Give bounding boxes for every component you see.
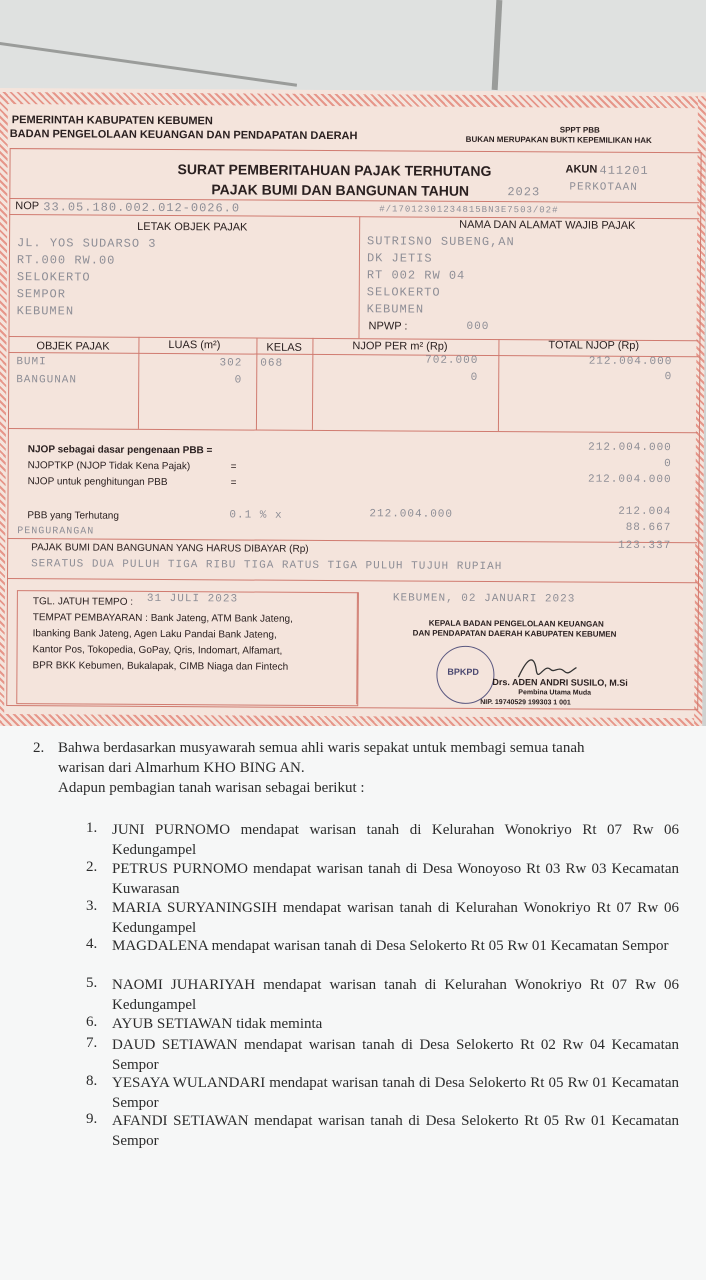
heir-item: DAUD SETIAWAN mendapat warisan tanah di Desa Selokerto Rt 02 Rw 04 Kecamatan Sempor [112, 1037, 679, 1073]
col-header-total: TOTAL NJOP (Rp) [548, 339, 640, 352]
paragraph-line-1: Bahwa berdasarkan musyawarah semua ahli waris sepakat untuk membagi semua tanah [58, 740, 585, 756]
object-line-1: JL. YOS SUDARSO 3 [17, 236, 157, 251]
pengurangan-value: 88.667 [625, 521, 672, 535]
gov-header-line1: PEMERINTAH KABUPATEN KEBUMEN [11, 114, 213, 128]
harus-dibayar-label: PAJAK BUMI DAN BANGUNAN YANG HARUS DIBAYAR (Rp) [31, 542, 309, 555]
taxpayer-heading: NAMA DAN ALAMAT WAJIB PAJAK [459, 218, 636, 232]
tile-seam [492, 0, 503, 90]
category: PERKOTAAN [569, 181, 638, 194]
row-bumi-njop: 702.000 [425, 354, 479, 367]
njop-hitung-equals: = [230, 477, 237, 489]
nop-label: NOP [15, 200, 40, 213]
taxpayer-line-4: SELOKERTO [366, 285, 441, 300]
taxpayer-line-5: KEBUMEN [366, 302, 425, 317]
row-bangunan-objek: BANGUNAN [16, 374, 78, 387]
signer-name: Drs. ADEN ANDRI SUSILO, M.Si [492, 677, 628, 688]
harus-dibayar-value: 123.337 [617, 539, 672, 553]
object-line-2: RT.000 RW.00 [16, 253, 116, 268]
row-bangunan-njop: 0 [470, 371, 479, 384]
col-header-kelas: KELAS [266, 341, 302, 354]
form-title: SURAT PEMBERITAHUAN PAJAK TERHUTANG [177, 161, 492, 180]
object-heading: LETAK OBJEK PAJAK [137, 220, 248, 234]
heir-number: 5. [86, 975, 98, 991]
bpkpd-stamp [436, 646, 494, 704]
signer-title-1: KEPALA BADAN PENGELOLAAN KEUANGAN [428, 618, 604, 629]
npwp-value: 000 [466, 320, 490, 333]
sppt-label: SPPT PBB [559, 125, 600, 135]
object-line-3: SELOKERTO [16, 270, 91, 285]
heir-number: 2. [86, 859, 98, 875]
akun-label: AKUN [565, 163, 598, 176]
payment-place-1: TEMPAT PEMBAYARAN : Bank Jateng, ATM Bank Jateng, [32, 612, 293, 625]
signer-rank: Pembina Utama Muda [518, 689, 592, 697]
inheritance-document [0, 726, 706, 1280]
col-header-luas: LUAS (m²) [168, 339, 221, 352]
taxpayer-line-2: DK JETIS [366, 251, 433, 266]
pbb-base: 212.004.000 [369, 508, 454, 521]
tax-year: 2023 [507, 185, 541, 200]
col-header-njop: NJOP PER m² (Rp) [352, 340, 448, 353]
heir-item: NAOMI JUHARIYAH mendapat warisan tanah di Kelurahan Wonokriyo Rt 07 Rw 06 Kedungampel [112, 977, 679, 1013]
signer-title-2: DAN PENDAPATAN DAERAH KABUPATEN KEBUMEN [412, 628, 617, 639]
heir-number: 1. [86, 820, 98, 836]
njoptkp-equals: = [230, 461, 237, 473]
paragraph-line-3: Adapun pembagian tanah warisan sebagai berikut : [58, 780, 365, 796]
payment-place-2: Ibanking Bank Jateng, Agen Laku Pandai Bank Jateng, [32, 628, 277, 641]
wall-crack [0, 42, 297, 87]
heir-item: AYUB SETIAWAN tidak meminta [112, 1016, 323, 1032]
nop-value: 33.05.180.002.012-0026.0 [43, 200, 241, 216]
row-bumi-kelas: 068 [260, 357, 284, 370]
pbb-terhutang-label: PBB yang Terhutang [27, 510, 119, 522]
row-bumi-total: 212.004.000 [588, 355, 673, 369]
pbb-terhutang-value: 212.004 [618, 505, 672, 519]
heir-number: 8. [86, 1073, 98, 1089]
taxpayer-line-3: RT 002 RW 04 [366, 268, 466, 283]
row-bangunan-luas: 0 [234, 374, 243, 387]
heir-item: MAGDALENA mendapat warisan tanah di Desa Selokerto Rt 05 Rw 01 Kecamatan Sempor [112, 938, 669, 954]
paragraph-line-2: warisan dari Almarhum KHO BING AN. [58, 760, 305, 776]
signer-nip: NIP. 19740529 199303 1 001 [480, 698, 571, 707]
njop-hitung-value: 212.004.000 [587, 473, 672, 487]
heir-number: 3. [86, 898, 98, 914]
row-bumi-objek: BUMI [16, 356, 47, 369]
njop-dasar-value: 212.004.000 [588, 441, 672, 455]
heir-number: 4. [86, 936, 98, 952]
heir-number: 9. [86, 1111, 98, 1127]
background-wall [0, 0, 706, 100]
taxpayer-line-1: SUTRISNO SUBENG,AN [367, 234, 515, 250]
heir-number: 7. [86, 1035, 98, 1051]
pbb-rate: 0.1 % x [229, 509, 283, 522]
njop-dasar-label: NJOP sebagai dasar pengenaan PBB = [27, 444, 213, 457]
njoptkp-value: 0 [664, 458, 672, 471]
issue-date: KEBUMEN, 02 JANUARI 2023 [392, 592, 576, 606]
akun-value: 411201 [599, 163, 649, 178]
stamp-text: BPKPD [447, 666, 479, 677]
disclaimer: BUKAN MERUPAKAN BUKTI KEPEMILIKAN HAK [465, 134, 652, 145]
heir-item: MARIA SURYANINGSIH mendapat warisan tanah di Kelurahan Wonokriyo Rt 07 Rw 06 Kedungampel [112, 900, 679, 936]
due-date-label: TGL. JATUH TEMPO : [32, 596, 134, 608]
heir-number: 6. [86, 1014, 98, 1030]
npwp-label: NPWP : [368, 320, 408, 333]
object-line-4: SEMPOR [16, 287, 67, 302]
heir-item: AFANDI SETIAWAN mendapat warisan tanah di Desa Selokerto Rt 05 Rw 01 Kecamatan Sempor [112, 1113, 679, 1149]
col-header-objek: OBJEK PAJAK [36, 340, 110, 353]
form-subtitle: PAJAK BUMI DAN BANGUNAN TAHUN [211, 181, 470, 199]
heir-item: PETRUS PURNOMO mendapat warisan tanah di Desa Wonoyoso Rt 03 Rw 03 Kecamatan Kuwarasan [112, 861, 679, 897]
njoptkp-label: NJOPTKP (NJOP Tidak Kena Pajak) [27, 460, 191, 473]
row-bumi-luas: 302 [219, 357, 243, 370]
payment-place-4: BPR BKK Kebumen, Bukalapak, CIMB Niaga dan Fintech [32, 660, 289, 673]
paragraph-number: 2. [33, 740, 45, 756]
sppt-pbb-form [0, 88, 706, 732]
pengurangan-label: PENGURANGAN [17, 526, 95, 538]
row-bangunan-total: 0 [664, 371, 673, 384]
gov-header-line2: BADAN PENGELOLAAN KEUANGAN DAN PENDAPATAN DAERAH [9, 128, 358, 143]
payment-place-3: Kantor Pos, Tokopedia, GoPay, Qris, Indomart, Alfamart, [32, 644, 283, 657]
top-pattern-band [0, 92, 706, 108]
heir-item: YESAYA WULANDARI mendapat warisan tanah di Desa Selokerto Rt 05 Rw 01 Kecamatan Sempor [112, 1075, 679, 1111]
barcode-text: #/17012301234815BN3E7503/02# [379, 204, 559, 216]
njop-hitung-label: NJOP untuk penghitungan PBB [27, 476, 168, 489]
object-line-5: KEBUMEN [16, 304, 75, 319]
heir-item: JUNI PURNOMO mendapat warisan tanah di Kelurahan Wonokriyo Rt 07 Rw 06 Kedungampel [112, 822, 679, 858]
due-date-value: 31 JULI 2023 [146, 592, 239, 606]
terbilang: SERATUS DUA PULUH TIGA RIBU TIGA RATUS TIGA PULUH TUJUH RUPIAH [31, 558, 503, 574]
